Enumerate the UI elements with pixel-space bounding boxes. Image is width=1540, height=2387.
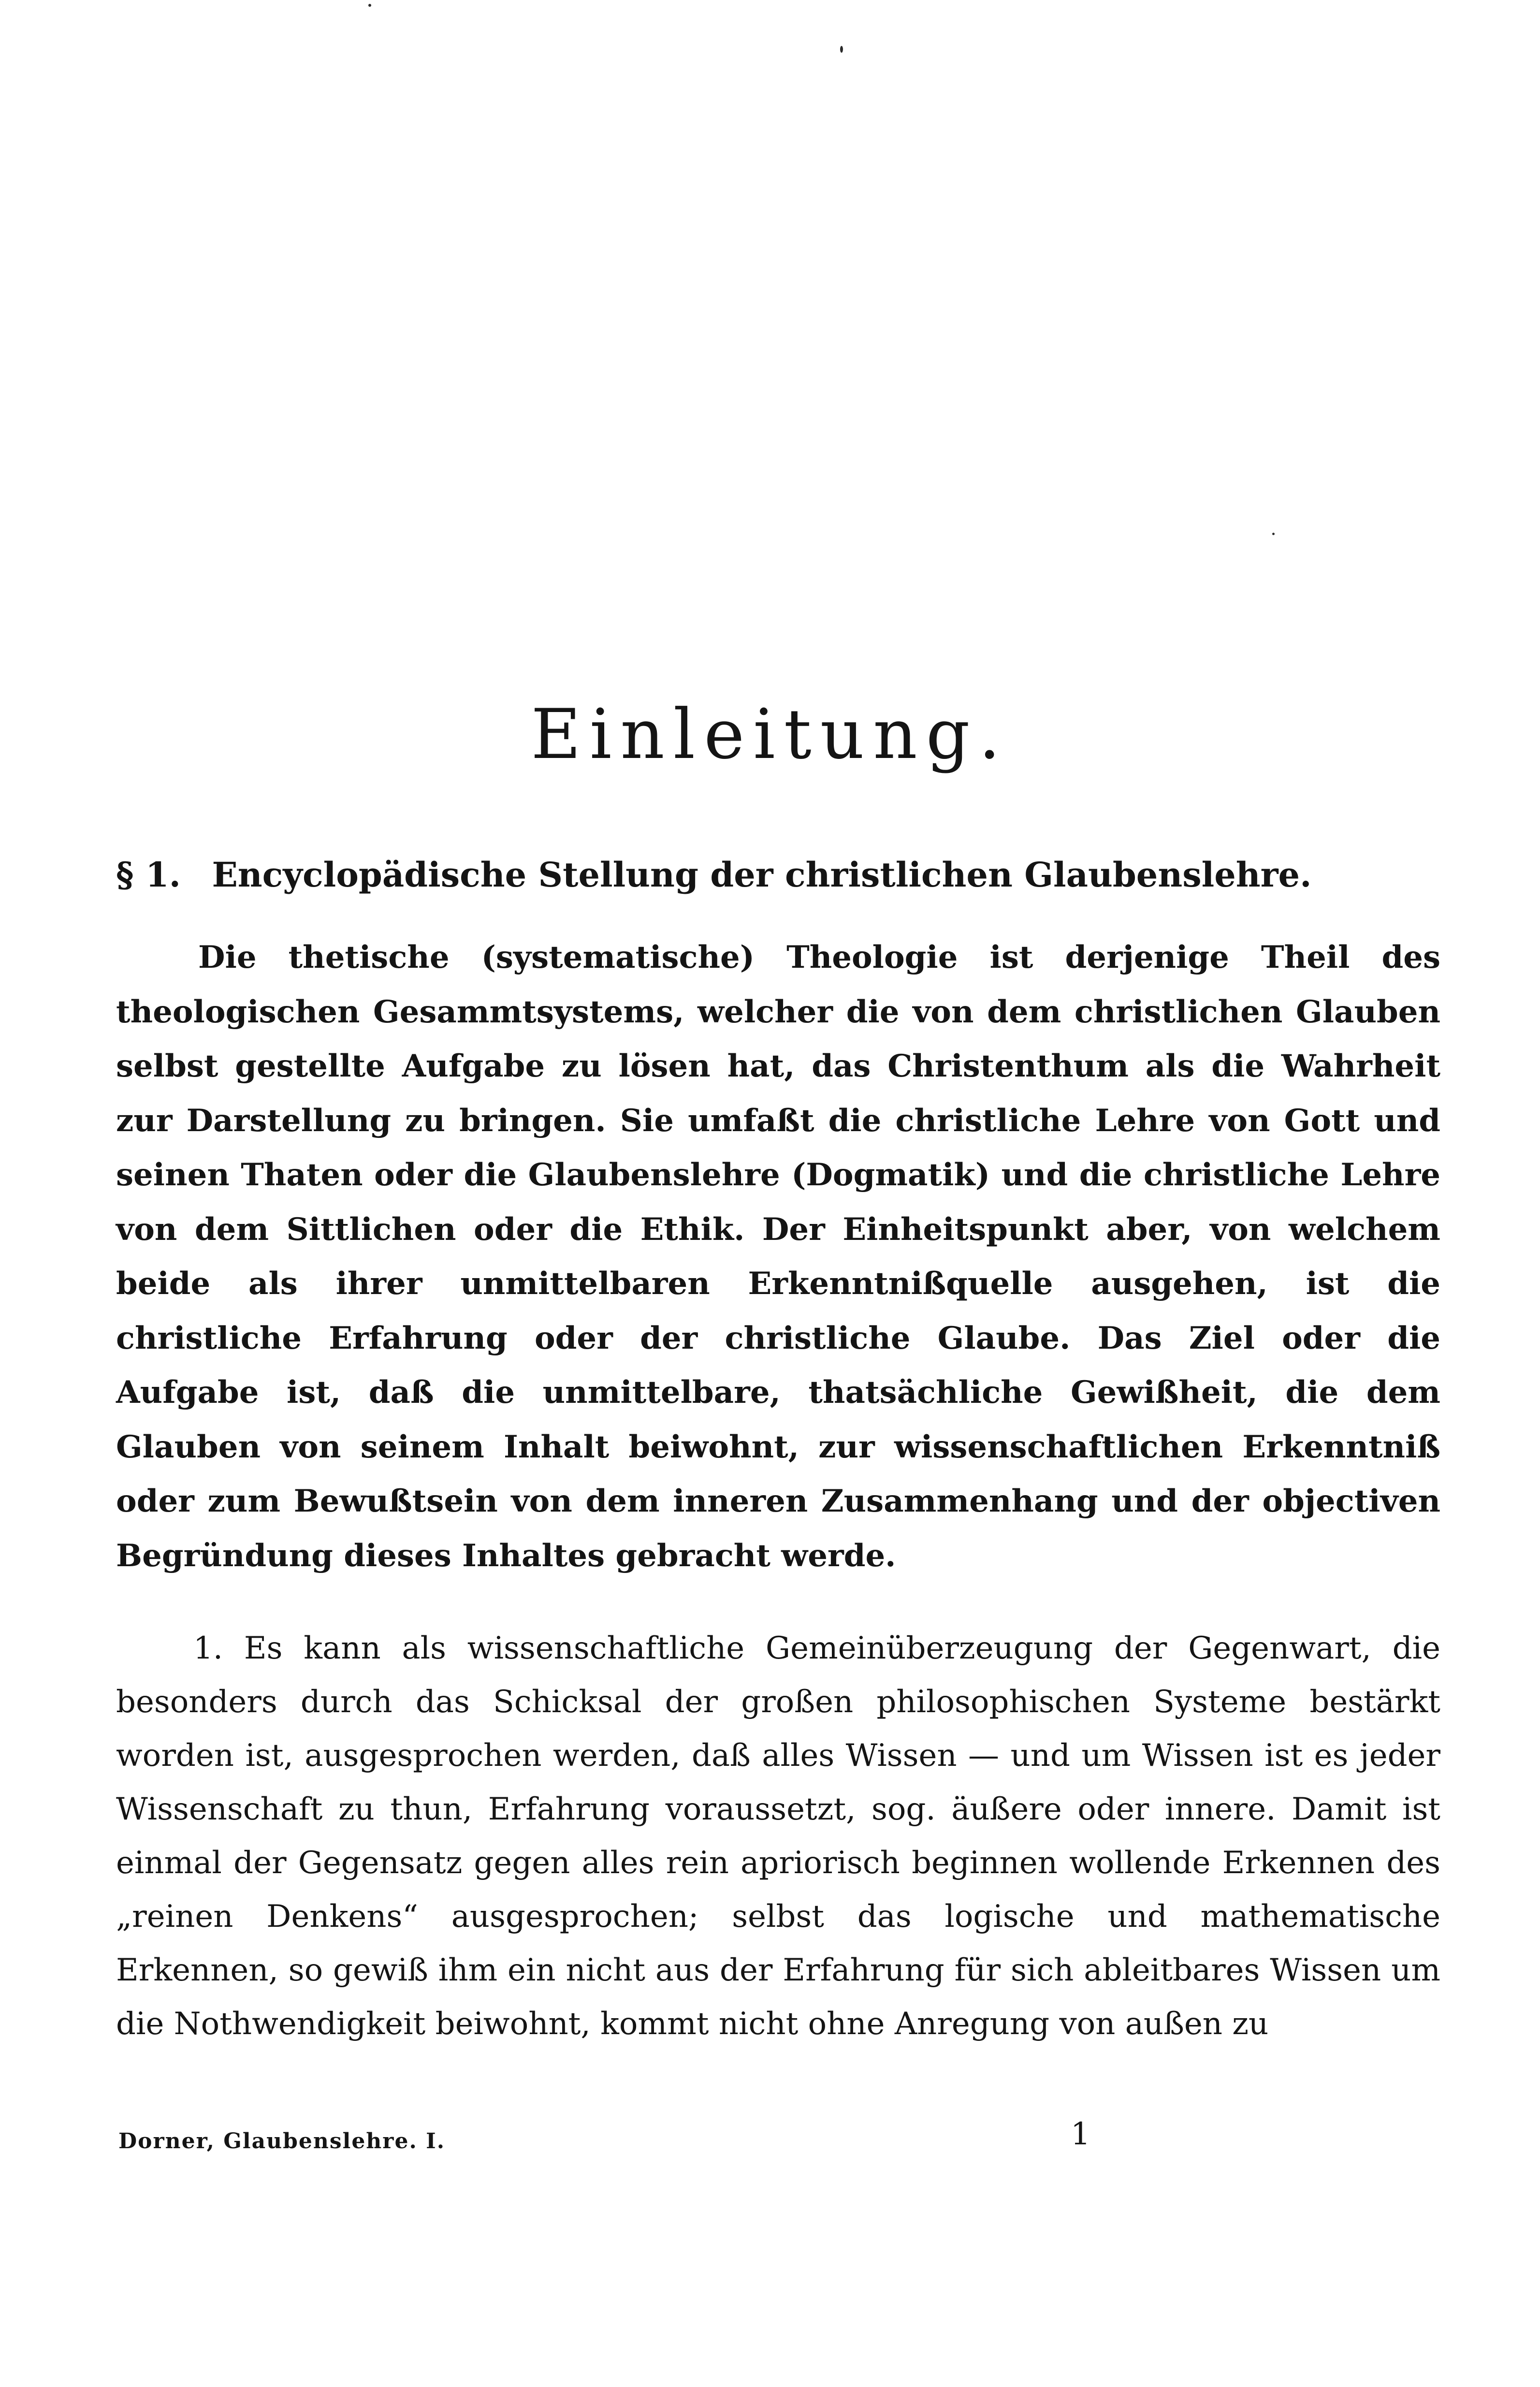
print-speck xyxy=(368,4,371,7)
page-number: 1 xyxy=(1071,2116,1090,2152)
chapter-title: Einleitung. xyxy=(531,695,1009,774)
print-speck xyxy=(1272,533,1275,535)
section-title: Encyclopädische Stellung der christlichen Glaubenslehre. xyxy=(212,855,1312,895)
print-speck xyxy=(840,46,843,53)
section-number: § 1. xyxy=(116,855,181,895)
section-heading xyxy=(116,848,1440,902)
body-paragraph: 1. Es kann als wissenschaftliche Gemeinüberzeugung der Gegenwart, die besonders durch das Schicksal der großen philosophischen Systeme bestärkt worden ist, ausgesprochen werden, daß alles Wissen — und um Wissen ist es jeder Wissenschaft zu thun, Erfahrung voraussetzt, sog. äußere oder innere. Damit ist einmal der Gegensatz gegen alles rein apriorisch beginnen wollende Erkennen des „reinen Denkens“ ausgesprochen; selbst das logische und mathematische Erkennen, so gewiß ihm ein nicht aus der Erfahrung für sich ableitbares Wissen um die Nothwendigkeit beiwohnt, kommt nicht ohne Anregung von außen zu xyxy=(116,1630,1440,2042)
footer-signature: Dorner, Glaubenslehre. I. xyxy=(118,2129,446,2154)
thesis-paragraph: Die thetische (systematische) Theologie ist derjenige Theil des theologischen Gesammtsystems, welcher die von dem christlichen Glauben selbst gestellte Aufgabe zu lösen hat, das Christenthum als die Wahrheit zur Darstellung zu bringen. Sie umfaßt die christliche Lehre von Gott und seinen Thaten oder die Glaubenslehre (Dogmatik) und die christliche Lehre von dem Sittlichen oder die Ethik. Der Einheitspunkt aber, von welchem beide als ihrer unmittelbaren Erkenntnißquelle ausgehen, ist die christliche Erfahrung oder der christliche Glaube. Das Ziel oder die Aufgabe ist, daß die unmittelbare, thatsächliche Gewißheit, die dem Glauben von seinem Inhalt beiwohnt, zur wissenschaftlichen Erkenntniß oder zum Bewußtsein von dem inneren Zusammenhang und der objectiven Begründung dieses Inhaltes gebracht werde. xyxy=(116,939,1440,1574)
